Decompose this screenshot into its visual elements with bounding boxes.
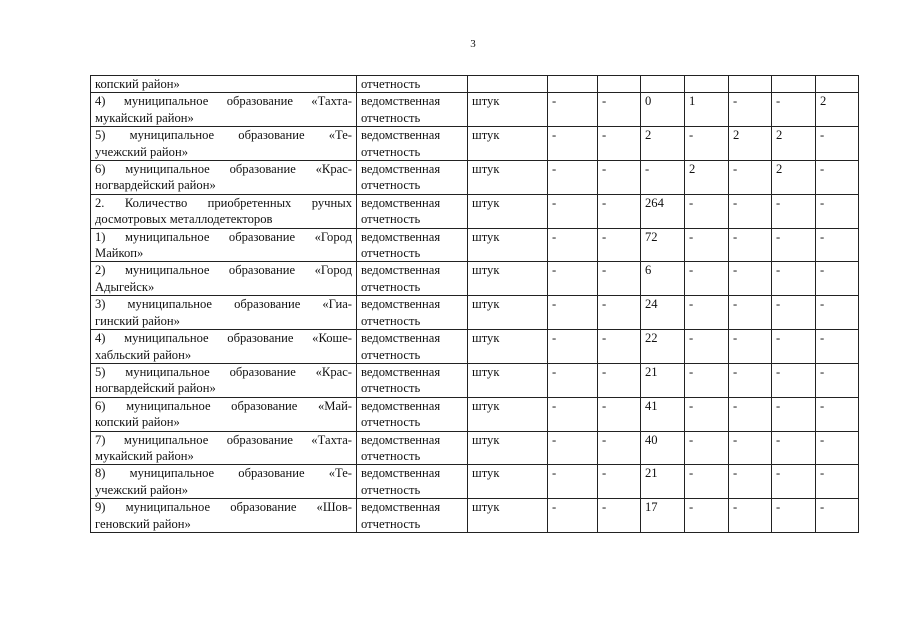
indicator-name-line: 2. Количество приобретенных ручных — [95, 195, 352, 210]
value-cell-6: 2 — [772, 127, 816, 161]
data-source-line: ведомственная — [361, 432, 441, 447]
indicator-name-line: копский район» — [95, 415, 180, 430]
value-cell-1: - — [548, 499, 598, 533]
value-cell-2: - — [598, 93, 641, 127]
value-cell-2: - — [598, 363, 641, 397]
indicator-name-line: Майкоп» — [95, 246, 144, 261]
indicator-name-line: мукайский район» — [95, 110, 194, 125]
indicator-name-line: 6) муниципальное образование «Май- — [95, 398, 352, 413]
table-row — [91, 296, 859, 330]
data-source-cell — [357, 363, 468, 397]
value-cell-6: - — [772, 228, 816, 262]
indicator-name-line: 5) муниципальное образование «Крас- — [95, 364, 352, 379]
value-cell-1: - — [548, 397, 598, 431]
value-cell-1: - — [548, 194, 598, 228]
data-source-line: ведомственная — [361, 398, 441, 413]
table-row — [91, 194, 859, 228]
value-cell-7: - — [816, 194, 859, 228]
value-cell-7: - — [816, 465, 859, 499]
value-cell-5: - — [729, 262, 772, 296]
value-cell-5: - — [729, 296, 772, 330]
value-cell-4: - — [685, 194, 729, 228]
value-cell-1 — [548, 76, 598, 93]
data-source-cell — [357, 397, 468, 431]
data-source-line: отчетность — [361, 347, 421, 362]
value-cell-3: 21 — [641, 363, 685, 397]
data-source-line: отчетность — [361, 144, 421, 159]
table-row — [91, 127, 859, 161]
page-number: 3 — [470, 38, 476, 50]
unit-cell: штук — [468, 397, 548, 431]
data-source-line: отчетность — [361, 110, 421, 125]
value-cell-3: 21 — [641, 465, 685, 499]
value-cell-1: - — [548, 93, 598, 127]
data-source-line: отчетность — [361, 415, 421, 430]
data-source-line: ведомственная — [361, 229, 441, 244]
value-cell-2: - — [598, 397, 641, 431]
value-cell-6: - — [772, 262, 816, 296]
data-source-line: ведомственная — [361, 162, 441, 177]
value-cell-3: 17 — [641, 499, 685, 533]
unit-cell: штук — [468, 194, 548, 228]
table-row — [91, 499, 859, 533]
data-source-line: ведомственная — [361, 500, 441, 515]
value-cell-6: - — [772, 397, 816, 431]
value-cell-4 — [685, 76, 729, 93]
indicator-name-cell — [91, 93, 357, 127]
indicators-table — [90, 75, 859, 533]
data-source-cell — [357, 194, 468, 228]
indicator-name-line: 7) муниципальное образование «Тахта- — [95, 432, 352, 447]
value-cell-7: - — [816, 330, 859, 364]
table-row — [91, 161, 859, 195]
value-cell-4: 1 — [685, 93, 729, 127]
indicator-name-line: хабльский район» — [95, 347, 192, 362]
indicator-name-cell — [91, 161, 357, 195]
value-cell-7: - — [816, 397, 859, 431]
data-source-line: отчетность — [361, 313, 421, 328]
indicator-name-cell — [91, 127, 357, 161]
value-cell-7: - — [816, 127, 859, 161]
data-source-line: отчетность — [361, 178, 421, 193]
indicator-name-line: 2) муниципальное образование «Город — [95, 263, 352, 278]
value-cell-7: - — [816, 296, 859, 330]
value-cell-4: - — [685, 363, 729, 397]
indicator-name-line: учежский район» — [95, 482, 188, 497]
data-source-line: отчетность — [361, 212, 421, 227]
table-row — [91, 330, 859, 364]
value-cell-3: - — [641, 161, 685, 195]
indicator-name-line: Адыгейск» — [95, 279, 155, 294]
value-cell-7: - — [816, 161, 859, 195]
value-cell-6: - — [772, 296, 816, 330]
table-row — [91, 228, 859, 262]
value-cell-2: - — [598, 161, 641, 195]
indicator-name-cell — [91, 363, 357, 397]
value-cell-5: - — [729, 330, 772, 364]
unit-cell: штук — [468, 296, 548, 330]
data-source-cell — [357, 76, 468, 93]
value-cell-7: - — [816, 431, 859, 465]
value-cell-6: 2 — [772, 161, 816, 195]
data-source-cell — [357, 262, 468, 296]
indicator-name-line: гинский район» — [95, 313, 180, 328]
data-source-line: отчетность — [361, 516, 421, 531]
value-cell-1: - — [548, 228, 598, 262]
value-cell-1: - — [548, 363, 598, 397]
value-cell-1: - — [548, 465, 598, 499]
value-cell-5: - — [729, 194, 772, 228]
value-cell-4: - — [685, 296, 729, 330]
data-source-line: ведомственная — [361, 128, 441, 143]
unit-cell: штук — [468, 228, 548, 262]
table-row — [91, 465, 859, 499]
value-cell-5: - — [729, 161, 772, 195]
unit-cell: штук — [468, 161, 548, 195]
data-source-line: отчетность — [361, 279, 421, 294]
indicator-name-line: ногвардейский район» — [95, 381, 216, 396]
indicator-name-line: мукайский район» — [95, 448, 194, 463]
value-cell-1: - — [548, 431, 598, 465]
value-cell-4: - — [685, 127, 729, 161]
value-cell-3 — [641, 76, 685, 93]
indicator-name-line: учежский район» — [95, 144, 188, 159]
value-cell-6: - — [772, 93, 816, 127]
data-source-cell — [357, 127, 468, 161]
data-source-cell — [357, 228, 468, 262]
value-cell-3: 41 — [641, 397, 685, 431]
value-cell-3: 6 — [641, 262, 685, 296]
indicator-name-line: досмотровых металлодетекторов — [95, 212, 273, 227]
value-cell-3: 2 — [641, 127, 685, 161]
data-source-line: ведомственная — [361, 195, 441, 210]
value-cell-5: - — [729, 499, 772, 533]
value-cell-1: - — [548, 127, 598, 161]
value-cell-5: - — [729, 228, 772, 262]
indicator-name-line: 1) муниципальное образование «Город — [95, 229, 352, 244]
unit-cell: штук — [468, 93, 548, 127]
value-cell-7: - — [816, 499, 859, 533]
data-source-line: ведомственная — [361, 263, 441, 278]
unit-cell: штук — [468, 363, 548, 397]
value-cell-2: - — [598, 330, 641, 364]
indicator-name-line: 4) муниципальное образование «Тахта- — [95, 94, 352, 109]
data-source-cell — [357, 330, 468, 364]
value-cell-7: 2 — [816, 93, 859, 127]
table-row — [91, 397, 859, 431]
unit-cell — [468, 76, 548, 93]
unit-cell: штук — [468, 499, 548, 533]
table-body — [91, 76, 859, 533]
data-source-line: ведомственная — [361, 364, 441, 379]
value-cell-4: - — [685, 262, 729, 296]
indicator-name-line: 5) муниципальное образование «Те- — [95, 128, 352, 143]
data-source-cell — [357, 431, 468, 465]
value-cell-3: 22 — [641, 330, 685, 364]
unit-cell: штук — [468, 431, 548, 465]
value-cell-2: - — [598, 431, 641, 465]
value-cell-2 — [598, 76, 641, 93]
unit-cell: штук — [468, 465, 548, 499]
value-cell-5: - — [729, 93, 772, 127]
value-cell-5: - — [729, 397, 772, 431]
value-cell-6: - — [772, 499, 816, 533]
value-cell-2: - — [598, 465, 641, 499]
indicator-name-line: 8) муниципальное образование «Те- — [95, 466, 352, 481]
data-source-cell — [357, 93, 468, 127]
value-cell-3: 40 — [641, 431, 685, 465]
indicator-name-cell — [91, 262, 357, 296]
value-cell-7 — [816, 76, 859, 93]
data-source-line: ведомственная — [361, 331, 441, 346]
indicator-name-cell — [91, 499, 357, 533]
unit-cell: штук — [468, 127, 548, 161]
value-cell-5: 2 — [729, 127, 772, 161]
value-cell-7: - — [816, 262, 859, 296]
data-source-line: отчетность — [361, 448, 421, 463]
data-source-line: ведомственная — [361, 297, 441, 312]
value-cell-2: - — [598, 262, 641, 296]
indicator-name-cell — [91, 465, 357, 499]
value-cell-4: - — [685, 465, 729, 499]
indicator-name-cell — [91, 228, 357, 262]
unit-cell: штук — [468, 330, 548, 364]
value-cell-4: - — [685, 431, 729, 465]
value-cell-2: - — [598, 127, 641, 161]
indicator-name-line: ногвардейский район» — [95, 178, 216, 193]
value-cell-5 — [729, 76, 772, 93]
data-source-line: отчетность — [361, 381, 421, 396]
data-source-line: ведомственная — [361, 94, 441, 109]
value-cell-6 — [772, 76, 816, 93]
table-row — [91, 431, 859, 465]
indicator-name-cell — [91, 397, 357, 431]
value-cell-4: - — [685, 330, 729, 364]
value-cell-6: - — [772, 194, 816, 228]
indicator-name-cell — [91, 76, 357, 93]
value-cell-5: - — [729, 465, 772, 499]
value-cell-4: - — [685, 397, 729, 431]
value-cell-6: - — [772, 363, 816, 397]
indicator-name-cell — [91, 431, 357, 465]
value-cell-4: 2 — [685, 161, 729, 195]
value-cell-3: 24 — [641, 296, 685, 330]
indicator-name-cell — [91, 296, 357, 330]
data-source-cell — [357, 296, 468, 330]
indicator-name-line: геновский район» — [95, 516, 191, 531]
value-cell-5: - — [729, 431, 772, 465]
indicator-name-line: 9) муниципальное образование «Шов- — [95, 500, 352, 515]
indicator-name-line: 6) муниципальное образование «Крас- — [95, 162, 352, 177]
value-cell-3: 72 — [641, 228, 685, 262]
indicator-name-line: 4) муниципальное образование «Коше- — [95, 331, 352, 346]
value-cell-3: 264 — [641, 194, 685, 228]
value-cell-2: - — [598, 194, 641, 228]
unit-cell: штук — [468, 262, 548, 296]
value-cell-2: - — [598, 228, 641, 262]
value-cell-6: - — [772, 465, 816, 499]
value-cell-4: - — [685, 499, 729, 533]
indicator-name-cell — [91, 194, 357, 228]
value-cell-2: - — [598, 499, 641, 533]
data-source-cell — [357, 499, 468, 533]
data-source-cell — [357, 161, 468, 195]
data-source-cell — [357, 465, 468, 499]
value-cell-1: - — [548, 330, 598, 364]
data-source-line: отчетность — [361, 482, 421, 497]
value-cell-1: - — [548, 262, 598, 296]
data-source-line: отчетность — [361, 246, 421, 261]
value-cell-7: - — [816, 228, 859, 262]
indicator-name-cell — [91, 330, 357, 364]
table-row — [91, 93, 859, 127]
table-row — [91, 262, 859, 296]
value-cell-6: - — [772, 431, 816, 465]
indicator-name-line: копский район» — [95, 77, 180, 91]
value-cell-2: - — [598, 296, 641, 330]
value-cell-1: - — [548, 161, 598, 195]
value-cell-3: 0 — [641, 93, 685, 127]
table-row — [91, 363, 859, 397]
value-cell-6: - — [772, 330, 816, 364]
indicator-name-line: 3) муниципальное образование «Гиа- — [95, 297, 352, 312]
data-source-line: ведомственная — [361, 466, 441, 481]
value-cell-4: - — [685, 228, 729, 262]
value-cell-1: - — [548, 296, 598, 330]
table-row — [91, 76, 859, 93]
value-cell-7: - — [816, 363, 859, 397]
data-source-line: отчетность — [361, 77, 421, 91]
value-cell-5: - — [729, 363, 772, 397]
